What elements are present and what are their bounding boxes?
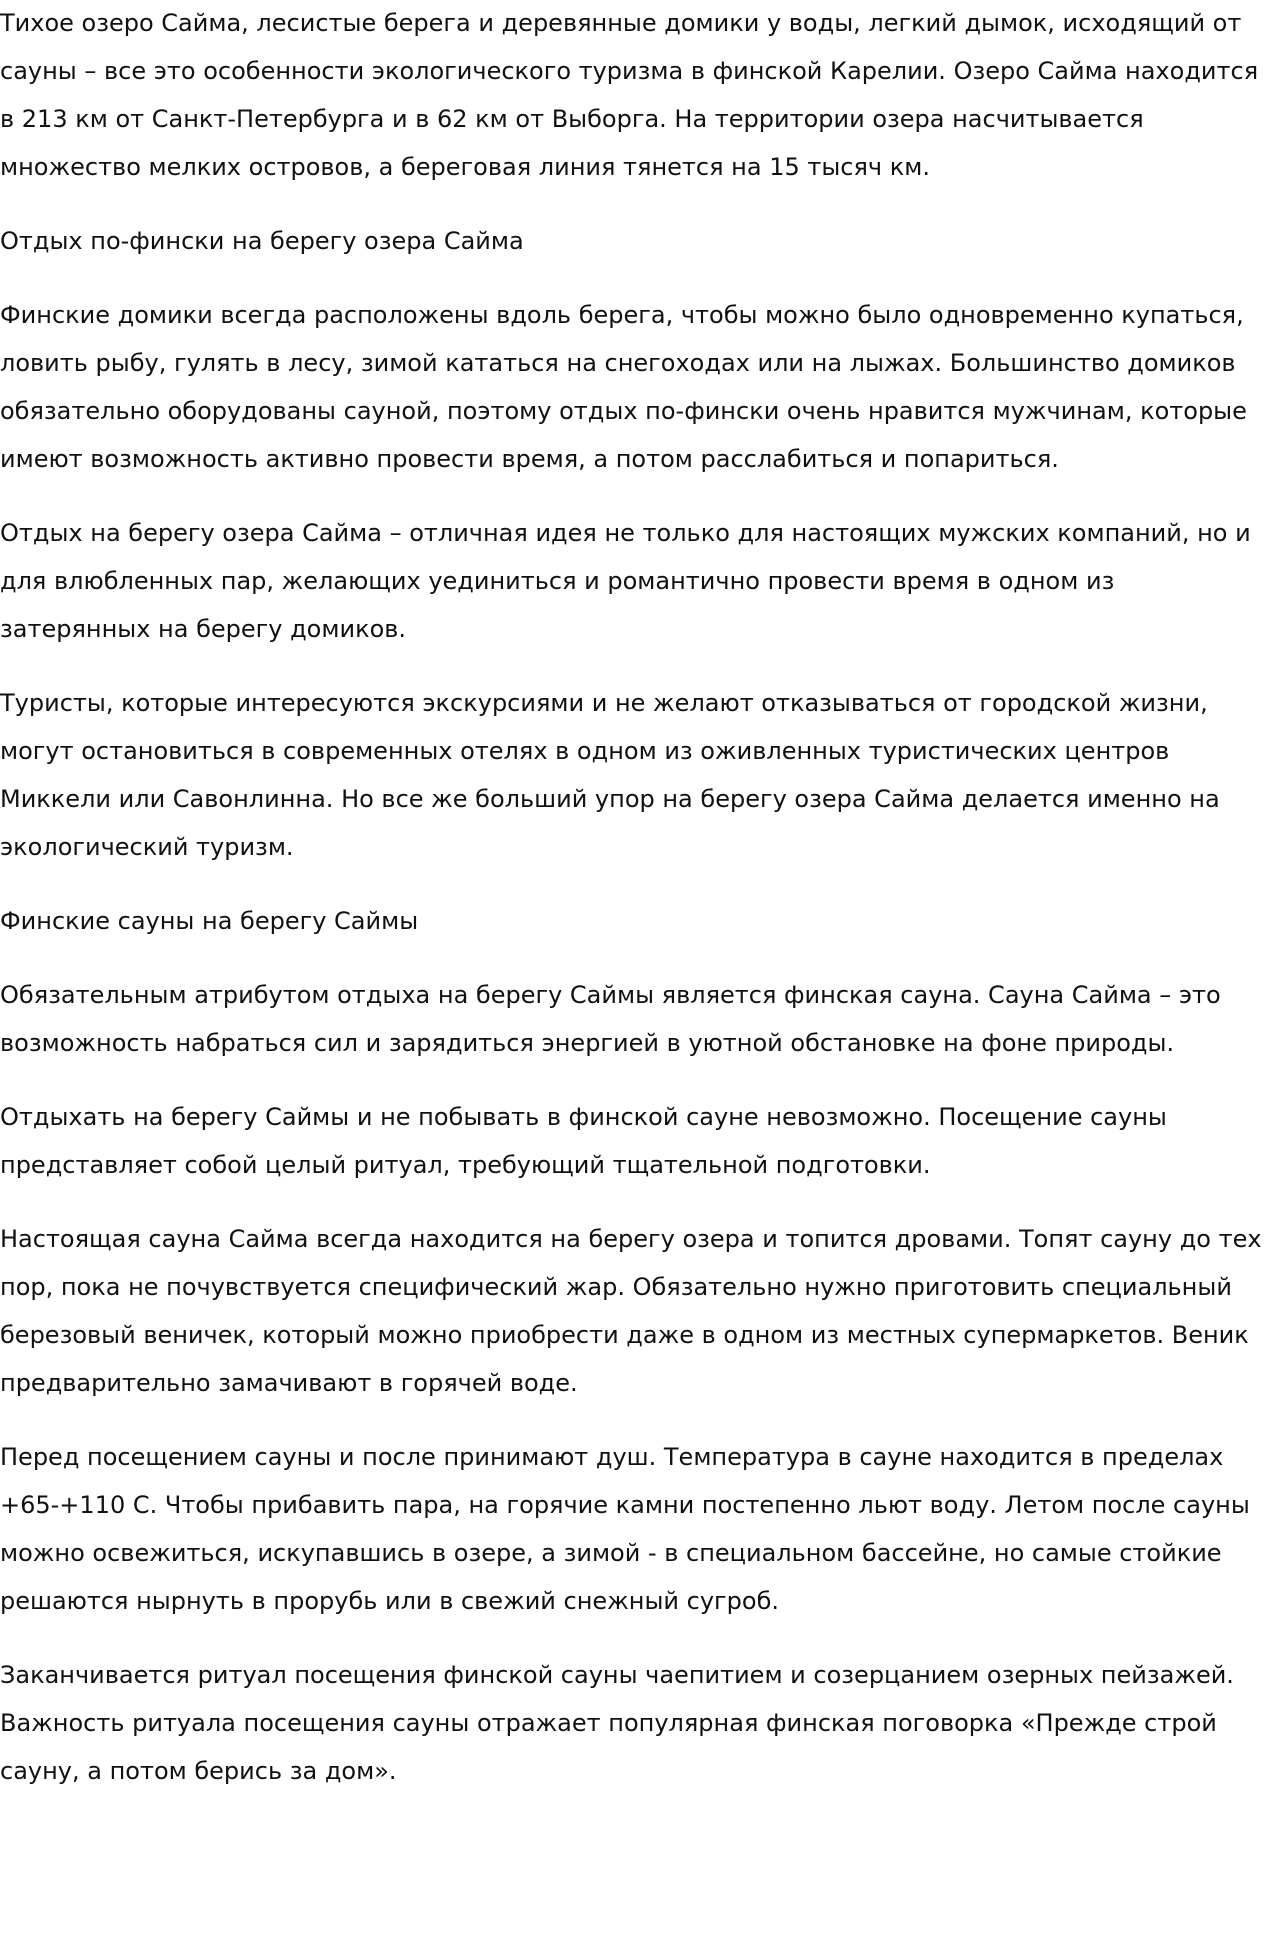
- paragraph-ritual-ending: Заканчивается ритуал посещения финской сауны чаепитием и созерцанием озерных пейзажей. Важность ритуала посещения сауны отражает популярная финская поговорка «Прежде строй сауну, а потом берись за дом».: [0, 1661, 1234, 1785]
- paragraph-real-sauna: Настоящая сауна Сайма всегда находится на берегу озера и топится дровами. Топят сауну до тех пор, пока не почувствуется специфический жар. Обязательно нужно приготовить специальный березовый веничек, который можно приобрести даже в одном из местных супермаркетов. Веник предварительно замачивают в горячей воде.: [0, 1225, 1262, 1397]
- paragraph-sauna-ritual: Отдыхать на берегу Саймы и не побывать в финской сауне невозможно. Посещение сауны представляет собой целый ритуал, требующий тщательной подготовки.: [0, 1103, 1167, 1179]
- paragraph-tourists-hotels: Туристы, которые интересуются экскурсиями и не желают отказываться от городской жизни, могут остановиться в современных отелях в одном из оживленных туристических центров Миккели или Савонлинна. Но все же больший упор на берегу озера Сайма делается именно на экологический туризм.: [0, 689, 1220, 861]
- paragraph-sauna-attribute: Обязательным атрибутом отдыха на берегу Саймы является финская сауна. Сауна Сайма – это возможность набраться сил и зарядиться энергией в уютной обстановке на фоне природы.: [0, 981, 1221, 1057]
- subheading-finnish-saunas: Финские сауны на берегу Саймы: [0, 907, 419, 935]
- paragraph-couples: Отдых на берегу озера Сайма – отличная идея не только для настоящих мужских компаний, но и для влюбленных пар, желающих уединиться и романтично провести время в одном из затерянных на берегу домиков.: [0, 519, 1251, 643]
- paragraph-temperature: Перед посещением сауны и после принимают душ. Температура в сауне находится в пределах +65-+110 С. Чтобы прибавить пара, на горячие камни постепенно льют воду. Летом после сауны можно освежиться, искупавшись в озере, а зимой - в специальном бассейне, но самые стойкие решаются нырнуть в прорубь или в свежий снежный сугроб.: [0, 1443, 1250, 1615]
- paragraph-intro: Тихое озеро Сайма, лесистые берега и деревянные домики у воды, легкий дымок, исходящий от сауны – все это особенности экологического туризма в финской Карелии. Озеро Сайма находится в 213 км от Санкт-Петербурга и в 62 км от Выборга. На территории озера насчитывается множество мелких островов, а береговая линия тянется на 15 тысяч км.: [0, 9, 1259, 181]
- paragraph-finnish-cottages: Финские домики всегда расположены вдоль берега, чтобы можно было одновременно купаться, ловить рыбу, гулять в лесу, зимой кататься на снегоходах или на лыжах. Большинство домиков обязательно оборудованы сауной, поэтому отдых по-фински очень нравится мужчинам, которые имеют возможность активно провести время, а потом расслабиться и попариться.: [0, 301, 1247, 473]
- subheading-finnish-rest: Отдых по-фински на берегу озера Сайма: [0, 227, 524, 255]
